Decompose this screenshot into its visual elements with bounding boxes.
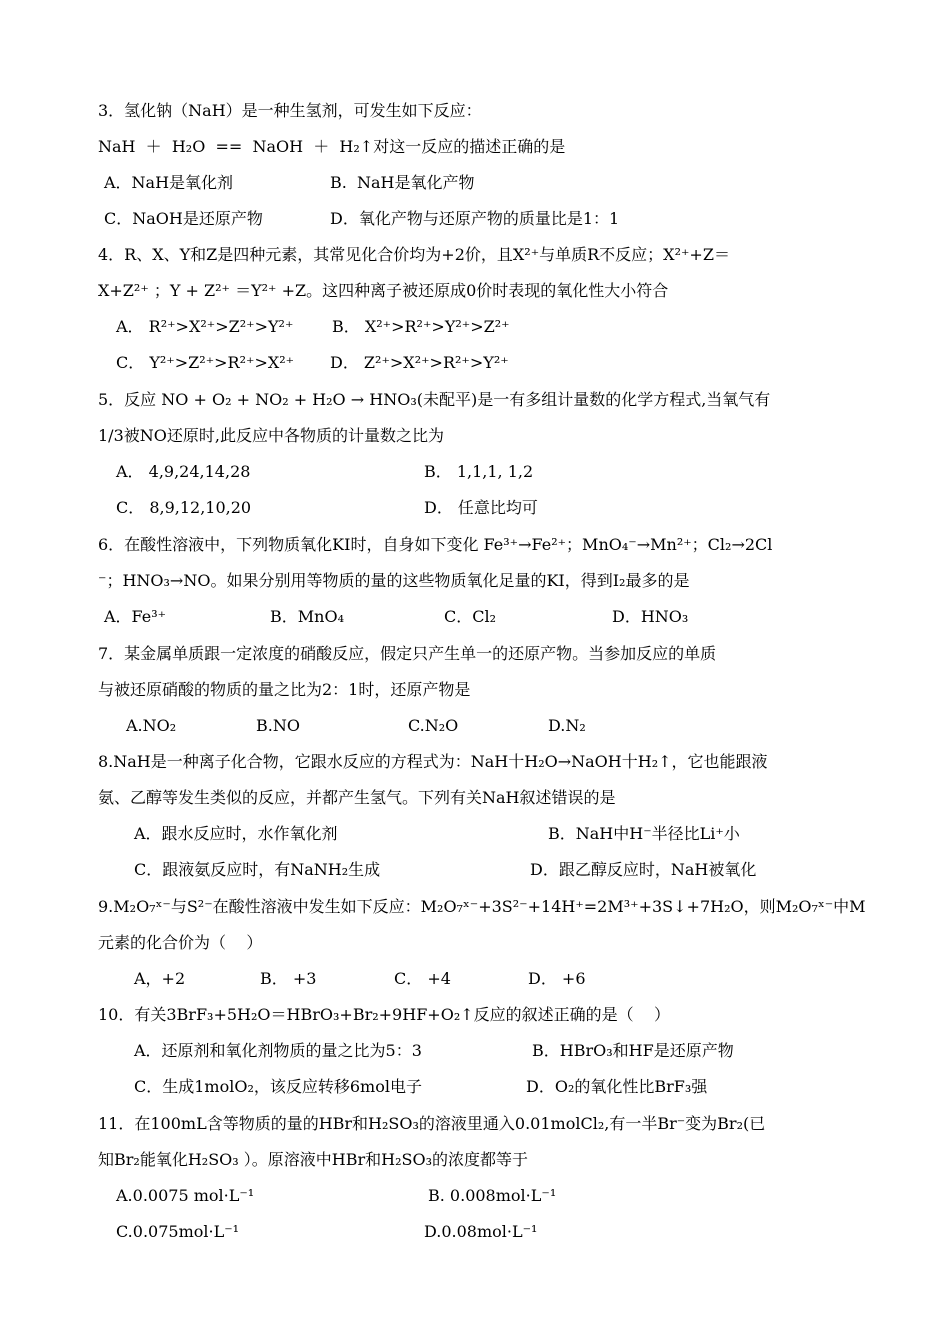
q7-option-a: A.NO₂ (126, 716, 177, 735)
q3-option-d: D．氧化产物与还原产物的质量比是1：1 (330, 209, 620, 228)
q5-stem-line2: 1/3被NO还原时,此反应中各物质的计量数之比为 (98, 426, 444, 445)
q7-stem-line1: 7．某金属单质跟一定浓度的硝酸反应，假定只产生单一的还原产物。当参加反应的单质 (98, 644, 717, 663)
q4-option-c: C． Y²⁺>Z²⁺>R²⁺>X²⁺ (116, 353, 295, 372)
q5-stem-line1: 5．反应 NO + O₂ + NO₂ + H₂O → HNO₃(未配平)是一有多组计量数的化学方程式,当氧气有 (98, 390, 771, 409)
q6-option-c: C．Cl₂ (444, 607, 497, 626)
q10-option-b: B．HBrO₃和HF是还原产物 (532, 1041, 734, 1060)
q11-option-d: D.0.08mol·L⁻¹ (424, 1222, 538, 1241)
q5-option-a: A． 4,9,24,14,28 (116, 462, 251, 481)
q6-option-b: B．MnO₄ (270, 607, 344, 626)
q3-option-c: C．NaOH是还原产物 (104, 209, 263, 228)
q10-option-d: D．O₂的氧化性比BrF₃强 (526, 1077, 708, 1096)
q9-option-a: A，+2 (134, 969, 186, 988)
q10-option-a: A．还原剂和氧化剂物质的量之比为5：3 (134, 1041, 422, 1060)
q3-option-a: A．NaH是氧化剂 (104, 173, 234, 192)
q6-stem-line2: ⁻；HNO₃→NO。如果分别用等物质的量的这些物质氧化足量的KI，得到I₂最多的是 (98, 571, 690, 590)
q11-option-a: A.0.0075 mol·L⁻¹ (116, 1186, 255, 1205)
q11-option-b: B. 0.008mol·L⁻¹ (428, 1186, 557, 1205)
q9-stem-line1: 9.M₂O₇ˣ⁻与S²⁻在酸性溶液中发生如下反应：M₂O₇ˣ⁻+3S²⁻+14H⁺=2M³⁺+3S↓+7H₂O，则M₂O₇ˣ⁻中M (98, 897, 866, 916)
q7-option-d: D.N₂ (548, 716, 586, 735)
q4-stem-line1: 4．R、X、Y和Z是四种元素，其常见化合价均为+2价，且X²⁺与单质R不反应；X²⁺+Z＝ (98, 245, 730, 264)
q10-stem: 10．有关3BrF₃+5H₂O＝HBrO₃+Br₂+9HF+O₂↑反应的叙述正确的是（ ） (98, 1005, 670, 1024)
q6-stem-line1: 6．在酸性溶液中，下列物质氧化KI时，自身如下变化 Fe³⁺→Fe²⁺；MnO₄⁻→Mn²⁺；Cl₂→2Cl (98, 535, 773, 554)
q8-option-c: C．跟液氨反应时，有NaNH₂生成 (134, 860, 381, 879)
q4-option-a: A． R²⁺>X²⁺>Z²⁺>Y²⁺ (116, 317, 294, 336)
q5-option-b: B． 1,1,1, 1,2 (424, 462, 534, 481)
q9-stem-line2: 元素的化合价为（ ） (98, 933, 263, 952)
q3-option-b: B. NaH是氧化产物 (330, 173, 475, 192)
q7-option-c: C.N₂O (408, 716, 459, 735)
q3-stem: 3．氢化钠（NaH）是一种生氢剂，可发生如下反应： (98, 101, 482, 120)
q7-stem-line2: 与被还原硝酸的物质的量之比为2：1时，还原产物是 (98, 680, 471, 699)
q10-option-c: C．生成1molO₂，该反应转移6mol电子 (134, 1077, 422, 1096)
q5-option-d: D． 任意比均可 (424, 498, 538, 517)
q7-option-b: B.NO (256, 716, 300, 735)
q4-option-b: B． X²⁺>R²⁺>Y²⁺>Z²⁺ (332, 317, 510, 336)
q11-stem-line1: 11．在100mL含等物质的量的HBr和H₂SO₃的溶液里通入0.01molCl₂,有一半Br⁻变为Br₂(已 (98, 1114, 766, 1133)
q8-stem-line2: 氨、乙醇等发生类似的反应，并都产生氢气。下列有关NaH叙述错误的是 (98, 788, 616, 807)
q4-stem-line2: X+Z²⁺ ；Y + Z²⁺ ＝Y²⁺ +Z。这四种离子被还原成0价时表现的氧化性大小符合 (98, 281, 669, 300)
q8-option-a: A．跟水反应时，水作氧化剂 (134, 824, 338, 843)
q8-stem-line1: 8.NaH是一种离子化合物，它跟水反应的方程式为：NaH十H₂O→NaOH十H₂↑，它也能跟液 (98, 752, 768, 771)
q6-option-a: A．Fe³⁺ (104, 607, 167, 626)
q11-option-c: C.0.075mol·L⁻¹ (116, 1222, 240, 1241)
q4-option-d: D． Z²⁺>X²⁺>R²⁺>Y²⁺ (330, 353, 509, 372)
q3-equation: NaH ＋ H₂O == NaOH ＋ H₂↑对这一反应的描述正确的是 (98, 137, 566, 156)
q6-option-d: D．HNO₃ (612, 607, 689, 626)
q8-option-d: D．跟乙醇反应时，NaH被氧化 (530, 860, 757, 879)
q9-option-c: C． +4 (394, 969, 451, 988)
q9-option-d: D． +6 (528, 969, 586, 988)
q11-stem-line2: 知Br₂能氧化H₂SO₃ ）。原溶液中HBr和H₂SO₃的浓度都等于 (98, 1150, 528, 1169)
q5-option-c: C． 8,9,12,10,20 (116, 498, 252, 517)
q8-option-b: B．NaH中H⁻半径比Li⁺小 (548, 824, 740, 843)
q9-option-b: B． +3 (260, 969, 317, 988)
